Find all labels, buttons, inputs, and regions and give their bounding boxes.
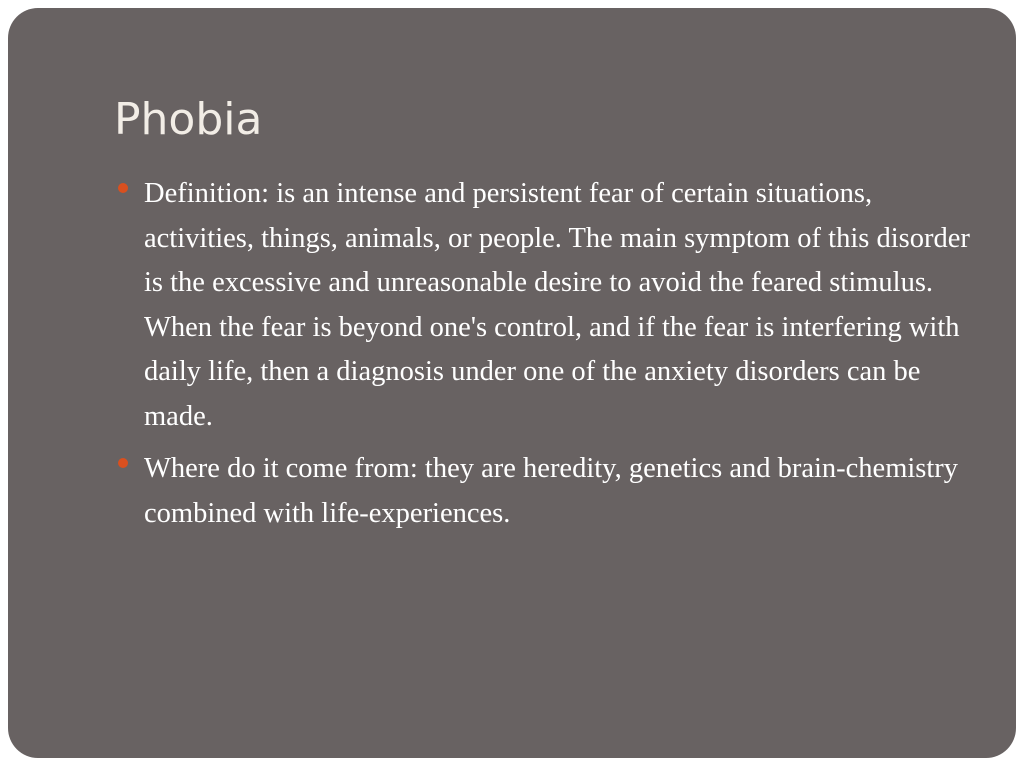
slide-title: Phobia: [114, 94, 263, 145]
bullet-icon: [118, 458, 128, 468]
bullet-text: Where do it come from: they are heredity, genetics and brain-chemistry combined with life-experiences.: [144, 453, 959, 529]
bullet-icon: [118, 183, 128, 193]
bullet-list: [114, 172, 984, 544]
bullet-item-definition: [114, 172, 984, 439]
slide: [8, 8, 1016, 758]
bullet-item-origin: [114, 447, 984, 536]
bullet-text: Definition: is an intense and persistent fear of certain situations, activities, things, animals, or people. The main symptom of this disorder is the excessive and unreasonable desire to avoid the feared stimulus. When the fear is beyond one's control, and if the fear is interfering with daily life, then a diagnosis under one of the anxiety disorders can be made.: [144, 178, 970, 432]
